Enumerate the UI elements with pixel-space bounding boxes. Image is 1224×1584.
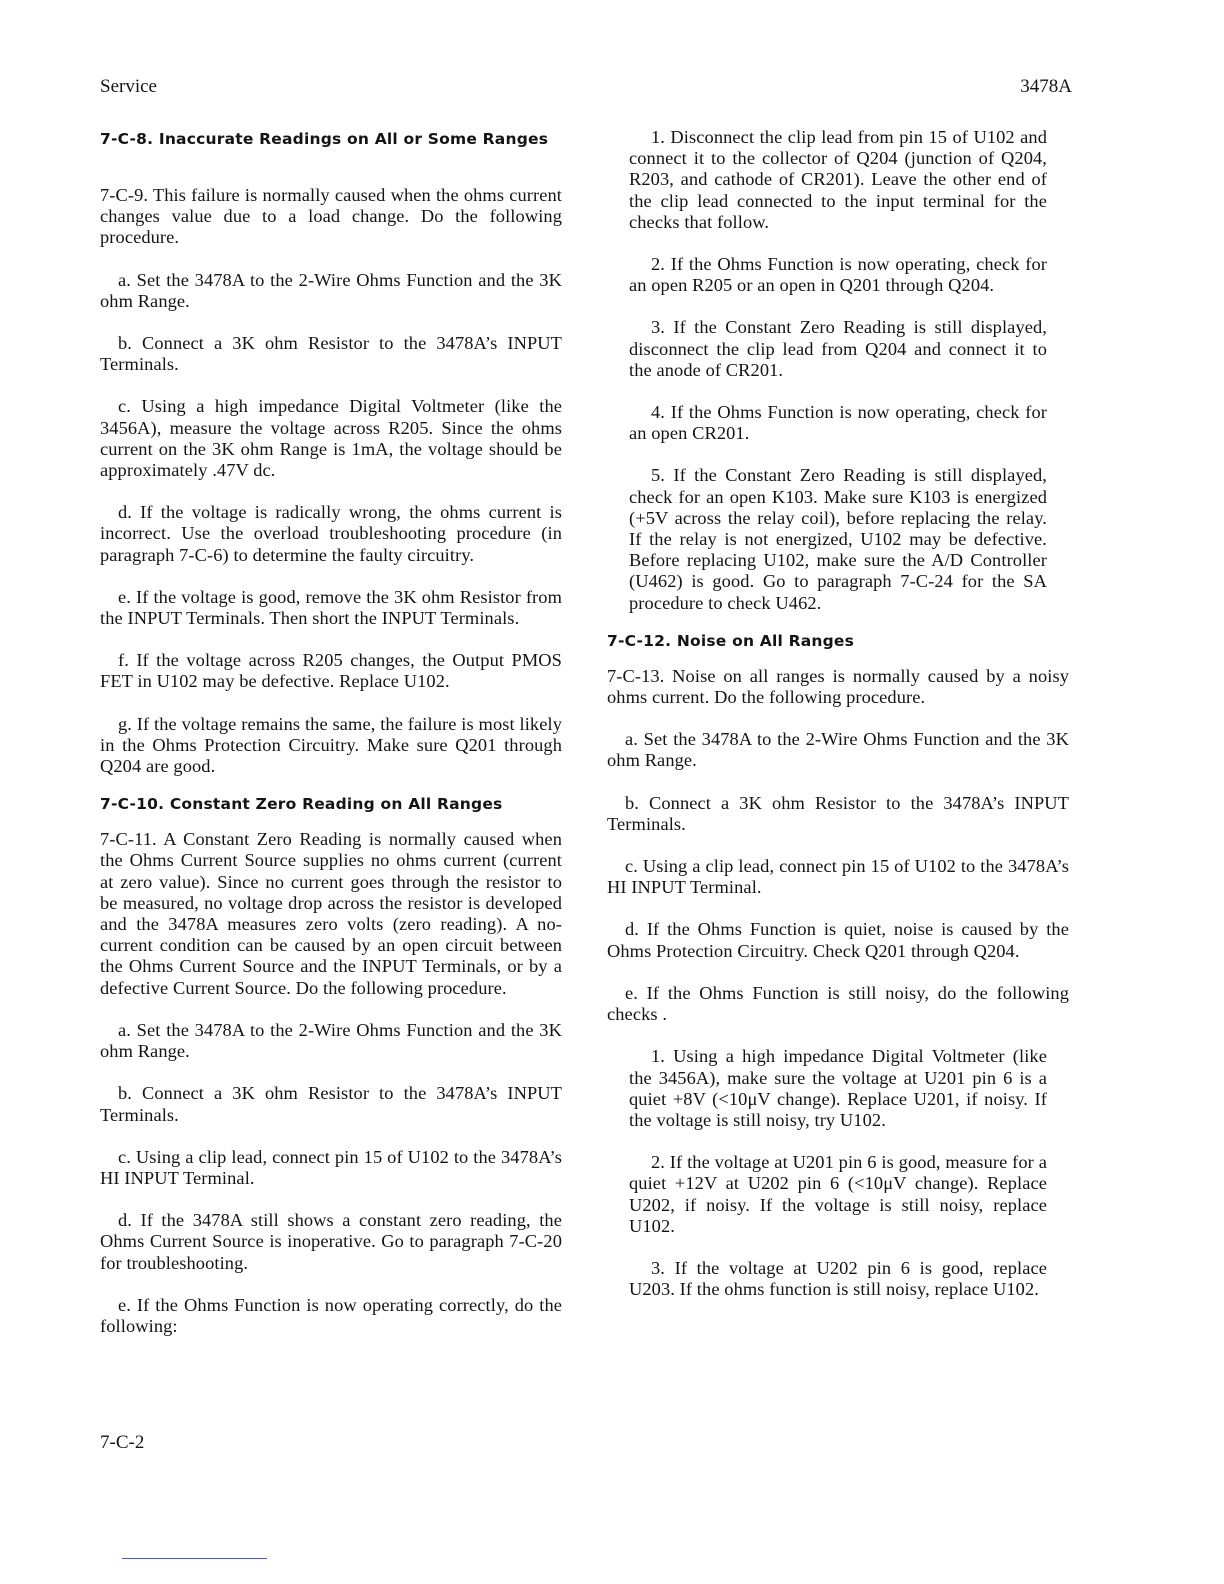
step-a-3: a. Set the 3478A to the 2-Wire Ohms Function and the 3K ohm Range. bbox=[607, 729, 1069, 771]
step-d-3: d. If the Ohms Function is quiet, noise is caused by the Ohms Protection Circuitry. Check Q201 through Q204. bbox=[607, 919, 1069, 961]
check-1: 1. Using a high impedance Digital Voltmeter (like the 3456A), make sure the voltage at U201 pin 6 is a quiet +8V (<10μV change). Replace U201, if noisy. If the voltage is still noisy, try U102. bbox=[629, 1046, 1047, 1130]
paragraph-7-c-9: 7-C-9. This failure is normally caused when the ohms current changes value due to a load change. Do the following procedure. bbox=[100, 185, 562, 248]
right-column bbox=[607, 124, 1069, 1300]
bottom-rule bbox=[122, 1558, 267, 1559]
substep-1: 1. Disconnect the clip lead from pin 15 of U102 and connect it to the collector of Q204 (junction of Q204, R203, and cathode of CR201). Leave the other end of the clip lead connected to the input terminal for the checks that follow. bbox=[629, 127, 1047, 232]
step-c-2: c. Using a clip lead, connect pin 15 of U102 to the 3478A’s HI INPUT Terminal. bbox=[100, 1146, 562, 1188]
step-g: g. If the voltage remains the same, the failure is most likely in the Ohms Protection Circuitry. Make sure Q201 through Q204 are good. bbox=[100, 713, 562, 777]
step-c-3: c. Using a clip lead, connect pin 15 of U102 to the 3478A’s HI INPUT Terminal. bbox=[607, 856, 1069, 898]
step-b-3: b. Connect a 3K ohm Resistor to the 3478A’s INPUT Terminals. bbox=[607, 792, 1069, 834]
running-header-section: Service bbox=[100, 76, 157, 97]
step-b: b. Connect a 3K ohm Resistor to the 3478A’s INPUT Terminals. bbox=[100, 333, 562, 375]
running-header-model: 3478A bbox=[1020, 76, 1072, 97]
check-3: 3. If the voltage at U202 pin 6 is good, replace U203. If the ohms function is still noisy, replace U102. bbox=[629, 1257, 1047, 1300]
step-d-2: d. If the 3478A still shows a constant zero reading, the Ohms Current Source is inoperative. Go to paragraph 7-C-20 for troubleshooting. bbox=[100, 1210, 562, 1273]
step-f: f. If the voltage across R205 changes, the Output PMOS FET in U102 may be defective. Replace U102. bbox=[100, 650, 562, 692]
step-a-2: a. Set the 3478A to the 2-Wire Ohms Function and the 3K ohm Range. bbox=[100, 1019, 562, 1062]
substep-2: 2. If the Ohms Function is now operating, check for an open R205 or an open in Q201 through Q204. bbox=[629, 254, 1047, 296]
substep-5: 5. If the Constant Zero Reading is still displayed, check for an open K103. Make sure K103 is energized (+5V across the relay coil), before replacing the relay. If the relay is not energized, U102 may be defective. Before replacing U102, make sure the A/D Controller (U462) is good. Go to paragraph 7-C-24 for the SA procedure to check U462. bbox=[629, 465, 1047, 613]
left-column bbox=[100, 124, 562, 1337]
check-2: 2. If the voltage at U201 pin 6 is good, measure for a quiet +12V at U202 pin 6 (<10μV change). Replace U202, if noisy. If the voltage is still noisy, replace U102. bbox=[629, 1152, 1047, 1236]
step-e-3: e. If the Ohms Function is still noisy, do the following checks . bbox=[607, 982, 1069, 1025]
step-c: c. Using a high impedance Digital Voltmeter (like the 3456A), measure the voltage across R205. Since the ohms current on the 3K ohm Range is 1mA, the voltage should be approximately .47V dc. bbox=[100, 396, 562, 481]
heading-7-c-8: 7-C-8. Inaccurate Readings on All or Some Ranges bbox=[100, 130, 549, 148]
substep-3: 3. If the Constant Zero Reading is still displayed, disconnect the clip lead from Q204 and connect it to the anode of CR201. bbox=[629, 317, 1047, 380]
heading-7-c-12: 7-C-12. Noise on All Ranges bbox=[607, 631, 855, 650]
step-b-2: b. Connect a 3K ohm Resistor to the 3478A’s INPUT Terminals. bbox=[100, 1083, 562, 1125]
heading-7-c-10: 7-C-10. Constant Zero Reading on All Ranges bbox=[100, 795, 503, 814]
step-d: d. If the voltage is radically wrong, the ohms current is incorrect. Use the overload troubleshooting procedure (in paragraph 7-C-6) to determine the faulty circuitry. bbox=[100, 502, 562, 565]
page-number: 7-C-2 bbox=[100, 1432, 145, 1453]
paragraph-7-c-13: 7-C-13. Noise on all ranges is normally caused by a noisy ohms current. Do the following procedure. bbox=[607, 665, 1069, 708]
substep-4: 4. If the Ohms Function is now operating, check for an open CR201. bbox=[629, 402, 1047, 444]
step-e-2: e. If the Ohms Function is now operating correctly, do the following: bbox=[100, 1294, 562, 1336]
paragraph-7-c-11: 7-C-11. A Constant Zero Reading is normally caused when the Ohms Current Source supplies no ohms current (current at zero value). Since no current goes through the resistor to be measured, no voltage drop across the resistor is developed and the 3478A measures zero volts (zero reading). A no-current condition can be caused by an open circuit between the Ohms Current Source and the INPUT Terminals, or by a defective Current Source. Do the following procedure. bbox=[100, 829, 562, 998]
step-a: a. Set the 3478A to the 2-Wire Ohms Function and the 3K ohm Range. bbox=[100, 269, 562, 311]
step-e: e. If the voltage is good, remove the 3K ohm Resistor from the INPUT Terminals. Then short the INPUT Terminals. bbox=[100, 586, 562, 629]
